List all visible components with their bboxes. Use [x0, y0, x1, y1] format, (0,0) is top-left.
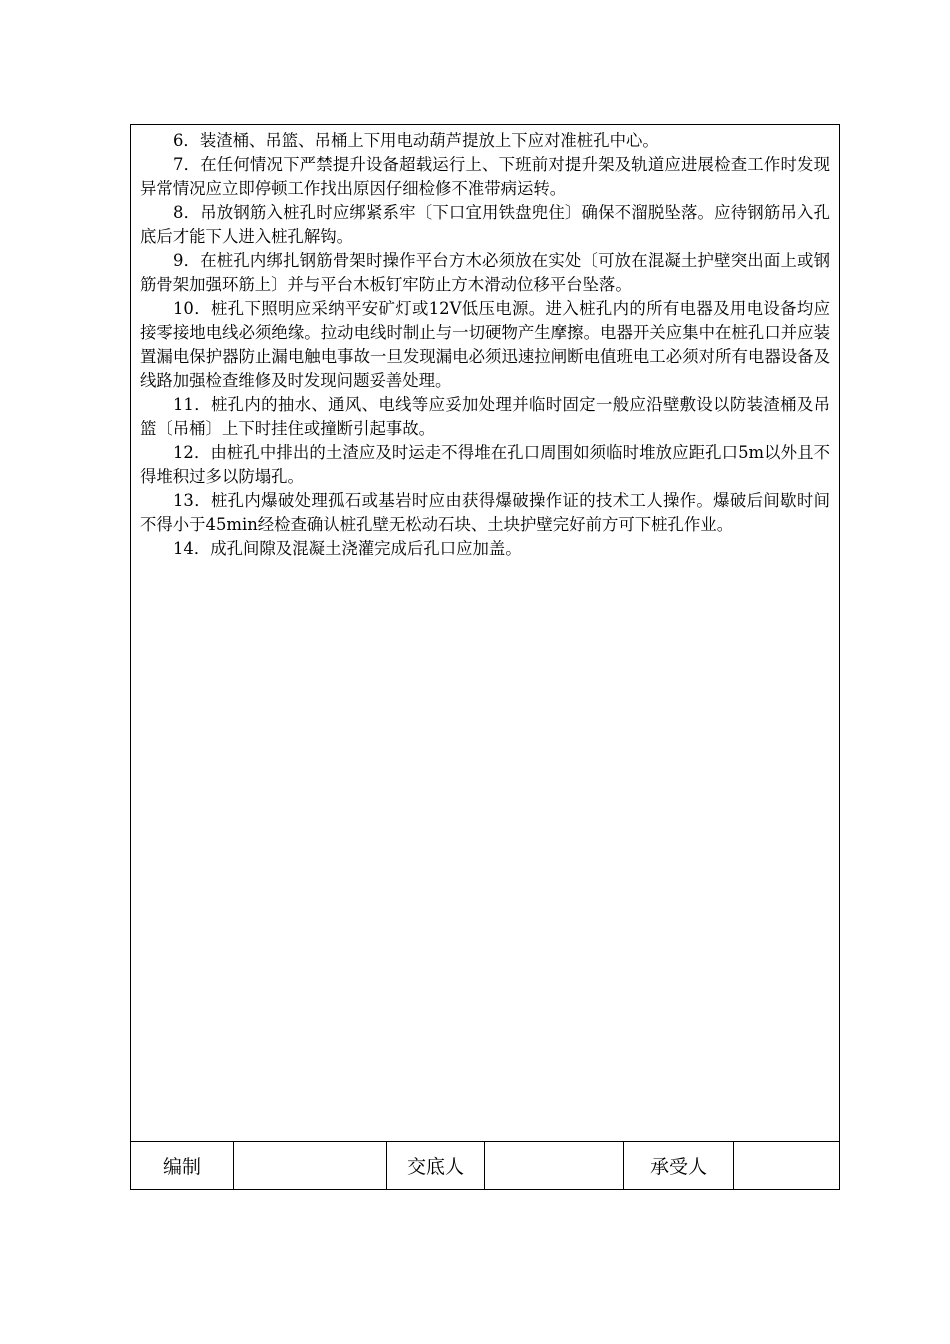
clause-12: 12．由桩孔中排出的土渣应及时运走不得堆在孔口周围如须临时堆放应距孔口5m以外且不得堆积过多以防塌孔。 — [140, 443, 830, 486]
clause-8: 8．吊放钢筋入桩孔时应绑紧系牢〔下口宜用铁盘兜住〕确保不溜脱坠落。应待钢筋吊入孔底后才能下人进入桩孔解钩。 — [140, 203, 830, 246]
prepared-by-field[interactable] — [234, 1142, 387, 1189]
clause-13: 13．桩孔内爆破处理孤石或基岩时应由获得爆破操作证的技术工人操作。爆破后间歇时间不得小于45min经检查确认桩孔壁无松动石块、土块护壁完好前方可下桩孔作业。 — [140, 491, 830, 534]
prepared-by-label: 编制 — [131, 1142, 234, 1189]
receiver-field[interactable] — [734, 1142, 839, 1189]
document-frame — [130, 124, 840, 1190]
signature-row — [131, 1141, 839, 1189]
briefer-label: 交底人 — [387, 1142, 485, 1189]
clause-list — [131, 125, 839, 1141]
clause-11: 11．桩孔内的抽水、通风、电线等应妥加处理并临时固定一般应沿壁敷设以防装渣桶及吊篮〔吊桶〕上下时挂住或撞断引起事故。 — [140, 395, 830, 438]
clause-14: 14．成孔间隙及混凝土浇灌完成后孔口应加盖。 — [173, 539, 522, 558]
clause-7: 7．在任何情况下严禁提升设备超载运行上、下班前对提升架及轨道应进展检查工作时发现异常情况应立即停顿工作找出原因仔细检修不准带病运转。 — [140, 155, 830, 198]
clause-9: 9．在桩孔内绑扎钢筋骨架时操作平台方木必须放在实处〔可放在混凝土护壁突出面上或钢筋骨架加强环筋上〕并与平台木板钉牢防止方木滑动位移平台坠落。 — [140, 251, 830, 294]
receiver-label: 承受人 — [624, 1142, 734, 1189]
clause-6: 6．装渣桶、吊篮、吊桶上下用电动葫芦提放上下应对准桩孔中心。 — [173, 131, 659, 150]
briefer-field[interactable] — [485, 1142, 624, 1189]
clause-10: 10．桩孔下照明应采纳平安矿灯或12V低压电源。进入桩孔内的所有电器及用电设备均应接零接地电线必须绝缘。拉动电线时制止与一切硬物产生摩擦。电器开关应集中在桩孔口并应装置漏电保护器防止漏电触电事故一旦发现漏电必须迅速拉闸断电值班电工必须对所有电器设备及线路加强检查维修及时发现问题妥善处理。 — [140, 299, 830, 390]
